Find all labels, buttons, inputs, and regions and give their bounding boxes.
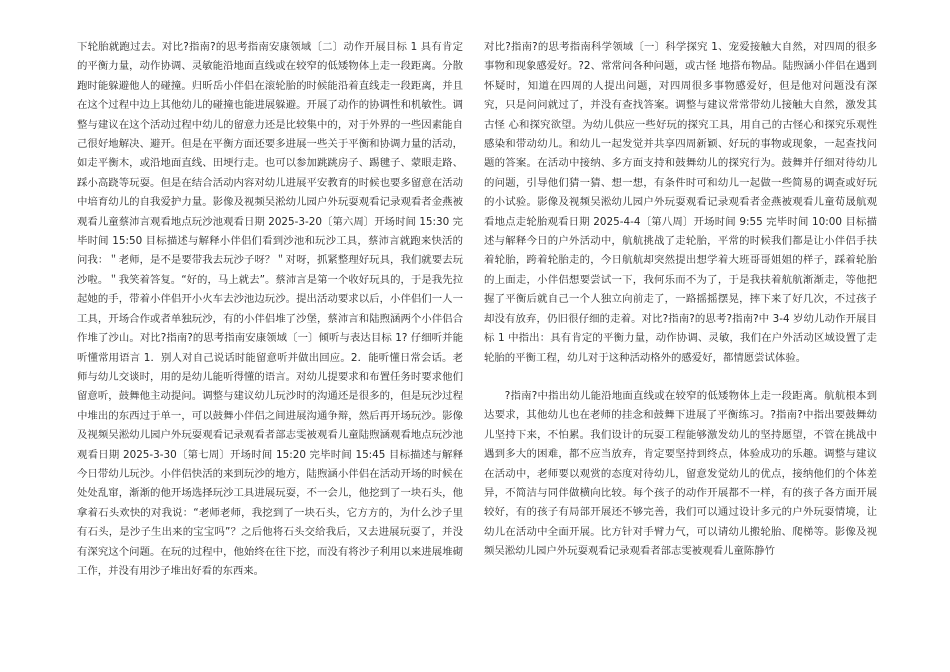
right-paragraph-1: 对比?指南?的思考指南科学领域〔一〕科学探究 1、宠爱接触大自然，对四周的很多事物和现象感爱好。?2、常常问各种问题，或古怪 地搭布物品。陆煦涵小伴侣在遇到怀疑时，知道在四周的人提出问题，对四周很多事物感爱好，但是他对问题没有深究，只是问问就过了，并没有查找答案。调整与建议常常带幼儿接触大自然，激发其古怪 心和探究欲望。为幼儿供应一些好玩的探究工具，用自己的古怪心和探究乐观性感染和带动幼儿。和幼儿一起发觉并共享四周新颖、好玩的事物或现象，一起查找问题的答案。在活动中接纳、多方面支持和鼓舞幼儿的探究行为。鼓舞并仔细对待幼儿的问题，引导他们猜一猜、想一想，有条件时可和幼儿一起做一些简易的调查或好玩的小试验。影像及视频吴淞幼儿园户外玩耍观看记录观看者金燕被观看儿童荀晟航观看地点走轮胎观看日期 2025-4-4〔第八周〕开场时间 9:55 完毕时间 10:00 目标描述与解释今日的户外活动中，航航挑战了走轮胎，平常的时候我们都是让小伴侣手扶着轮胎，跨着轮胎走的，今日航航却突然提出想学着大班哥哥姐姐的样子，踩着轮胎的上面走，小伴侣想要尝试一下，我何乐而不为了，于是我扶着航航渐渐走，等他把握了平衡后就自己一个人独立向前走了，一路摇摇摆晃，摔下来了好几次，不过孩子却没有放弃，仍旧很仔细的走着。对比?指南?的思考?指南?中 3-4 岁幼儿动作开展目标 1 中指出：具有肯定的平衡力量，动作协调、灵敏，我们在户外活动区域设置了走轮胎的平衡工程，幼儿对于这种活动格外的感爱好，都情愿尝试体验。	[484, 41, 877, 364]
left-paragraph-1: 下轮胎就跑过去。对比?指南?的思考指南安康领域〔二〕动作开展目标 1 具有肯定的平衡力量，动作协调、灵敏能沿地面直线或在较窄的低矮物体上走一段距离。分散跑时能躲避他人的碰撞。归昕岳小伴侣在滚轮胎的时候能沿着直线走一段距离，并且在这个过程中边上其他幼儿的碰撞也能进展躲避。开展了动作的协调性和机敏性。调整与建议在这个活动过程中幼儿的留意力还是比较集中的，对于外界的一些因素能自己很好地解决、避开。但是在平衡方面还要多进展一些关于平衡和协调力量的活动，如走平衡木，或沿地面直线、田埂行走。也可以参加跳跳房子、踢毽子、蒙眼走路、踩小高跷等玩耍。但是在结合活动内容对幼儿进展平安教育的时候也要多留意在活动中培育幼儿的自我爱护力量。影像及视频吴淞幼儿园户外玩耍观看记录观看者金燕被观看儿童蔡沛言观看地点玩沙池观看日期 2025-3-20〔第六周〕开场时间 15:30 完毕时间 15:50 目标描述与解释小伴侣们看到沙池和玩沙工具，蔡沛言就跑来快活的问我：＂老师，是不是要带我去玩沙子呀？＂对呀，抓紧整理好玩具，我们就要去玩沙啦。＂我笑着答复。“好的，马上就去”。蔡沛言是第一个收好玩具的，于是我先拉起她的手，带着小伴侣开小火车去沙池边玩沙。提出活动要求以后，小伴侣们一人一工具，开场合作或者单独玩沙，有的小伴侣堆了沙堡，蔡沛言和陆煦涵两个小伴侣合作堆了沙山。对比?指南?的思考指南安康领域〔一〕倾听与表达目标 1? 仔细听并能听懂常用语言 1．别人对自己说话时能留意听并做出回应。2．能听懂日常会话。老师与幼儿交谈时，用的是幼儿能听得懂的语言。对幼儿提要求和布置任务时要求他们留意听，鼓舞他主动提问。调整与建议幼儿玩沙时的沟通还是很多的，但是玩沙过程中堆出的东西过于单一，可以鼓舞小伴侣之间进展沟通争辩，然后再开场玩沙。影像及视频吴淞幼儿园户外玩耍观看记录观看者部志雯被观看儿童陆煦涵观看地点玩沙池观看日期 2025-3-30〔第七周〕开场时间 15:20 完毕时间 15:45 目标描述与解释今日带幼儿玩沙。小伴侣快活的来到玩沙的地方，陆煦涵小伴侣在活动开场的时候在处处乱窜，渐渐的他开场选择玩沙工具进展玩耍，不一会儿，他挖到了一块石头，他拿着石头欢快的对我说：“老师老师，我挖到了一块石头，它方方的，为什么沙子里有石头，是沙子生出来的宝宝吗”？之后他将石头交给我后，又去进展玩耍了，并没有深究这个问题。在玩的过程中，他始终在往下挖，而没有将沙子利用以来进展堆砌工作，并没有用沙子堆出好看的东西来。	[77, 41, 463, 577]
paragraph-gap	[484, 368, 877, 387]
right-paragraph-2: ?指南?中指出幼儿能沿地面直线或在较窄的低矮物体上走一段距离。航航根本到达要求，其他幼儿也在老师的挂念和鼓舞下进展了平衡练习。?指南?中指出要鼓舞幼儿坚持下来，不怕累。我们设计的玩耍工程能够激发幼儿的坚持愿望，不管在挑战中遇到多大的困难，都不应当放弃，肯定要坚持到终点，体验成功的乐趣。调整与建议 在活动中，老师要以观赏的态度对待幼儿，留意发觉幼儿的优点，接纳他们的个体差异，不简洁与同伴做横向比较。每个孩子的动作开展都不一样，有的孩子各方面开展较好，有的孩子有局部开展还不够完善，我们可以通过设计多元的户外玩耍情境，让幼儿在活动中全面开展。比方针对手臂力气，可以请幼儿搬轮胎、爬梯等。影像及视频吴淞幼儿园户外玩耍观看记录观看者部志雯被观看儿童陈静竹	[484, 389, 877, 558]
left-column	[77, 38, 463, 638]
right-column	[484, 38, 877, 638]
